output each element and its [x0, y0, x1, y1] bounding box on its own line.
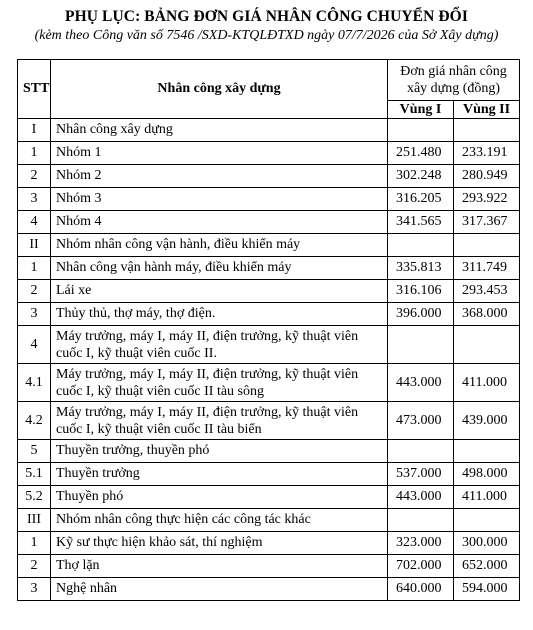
cell-zone-2: 411.000: [454, 486, 520, 509]
cell-stt: 3: [18, 303, 51, 326]
cell-zone-2: [454, 234, 520, 257]
cell-name: Nhân công vận hành máy, điều khiển máy: [51, 257, 388, 280]
cell-stt: 4.1: [18, 364, 51, 402]
cell-name: Thợ lặn: [51, 555, 388, 578]
cell-stt: 4: [18, 326, 51, 364]
table-row: [18, 364, 520, 402]
cell-name: Máy trưởng, máy I, máy II, điện trưởng, kỹ thuật viên cuốc I, kỹ thuật viên cuốc II tàu sông: [51, 364, 388, 402]
cell-zone-2: [454, 326, 520, 364]
cell-zone-2: 311.749: [454, 257, 520, 280]
header-zone-2: Vùng II: [454, 101, 520, 119]
cell-stt: 3: [18, 188, 51, 211]
table-row: [18, 440, 520, 463]
cell-zone-1: 702.000: [388, 555, 454, 578]
cell-stt: 4: [18, 211, 51, 234]
cell-stt: II: [18, 234, 51, 257]
cell-stt: 5: [18, 440, 51, 463]
cell-zone-1: 443.000: [388, 364, 454, 402]
table-row: [18, 555, 520, 578]
cell-stt: I: [18, 119, 51, 142]
cell-stt: 5.2: [18, 486, 51, 509]
cell-zone-1: 323.000: [388, 532, 454, 555]
cell-zone-1: [388, 234, 454, 257]
cell-name: Nghệ nhân: [51, 578, 388, 601]
cell-name: Thủy thủ, thợ máy, thợ điện.: [51, 303, 388, 326]
table-row: [18, 211, 520, 234]
cell-name: Lái xe: [51, 280, 388, 303]
header-stt: STT: [18, 60, 51, 119]
document-title: PHỤ LỤC: BẢNG ĐƠN GIÁ NHÂN CÔNG CHUYỂN ĐỔI: [65, 8, 468, 25]
cell-name: Thuyền trưởng, thuyền phó: [51, 440, 388, 463]
cell-zone-2: [454, 509, 520, 532]
cell-zone-1: 302.248: [388, 165, 454, 188]
cell-name: Nhóm 4: [51, 211, 388, 234]
document-subtitle: (kèm theo Công văn số 7546 /SXD-KTQLĐTXD ngày 07/7/2026 của Sở Xây dựng): [34, 28, 499, 43]
cell-zone-1: [388, 326, 454, 364]
cell-name: Nhóm nhân công vận hành, điều khiển máy: [51, 234, 388, 257]
cell-zone-1: [388, 440, 454, 463]
cell-name: Thuyền phó: [51, 486, 388, 509]
table-row: [18, 257, 520, 280]
cell-zone-2: [454, 440, 520, 463]
cell-zone-2: 300.000: [454, 532, 520, 555]
table-row: [18, 280, 520, 303]
cell-name: Nhóm 2: [51, 165, 388, 188]
cell-zone-1: 316.205: [388, 188, 454, 211]
cell-name: Nhóm 1: [51, 142, 388, 165]
cell-stt: 2: [18, 555, 51, 578]
cell-stt: III: [18, 509, 51, 532]
cell-zone-2: 293.453: [454, 280, 520, 303]
header-name: Nhân công xây dựng: [51, 60, 388, 119]
table-row: [18, 402, 520, 440]
cell-zone-2: 368.000: [454, 303, 520, 326]
cell-zone-1: 316.106: [388, 280, 454, 303]
table-row-section: [18, 509, 520, 532]
table-row: [18, 463, 520, 486]
labor-price-table: [17, 59, 520, 601]
cell-name: Thuyền trưởng: [51, 463, 388, 486]
cell-stt: 2: [18, 280, 51, 303]
cell-zone-1: [388, 119, 454, 142]
cell-zone-2: 317.367: [454, 211, 520, 234]
header-zone-1: Vùng I: [388, 101, 454, 119]
cell-zone-1: 341.565: [388, 211, 454, 234]
cell-zone-1: 335.813: [388, 257, 454, 280]
table-row: [18, 188, 520, 211]
cell-stt: 4.2: [18, 402, 51, 440]
table-row: [18, 486, 520, 509]
cell-zone-2: 498.000: [454, 463, 520, 486]
cell-name: Nhóm 3: [51, 188, 388, 211]
table-row-section: [18, 119, 520, 142]
cell-zone-1: [388, 509, 454, 532]
cell-name: Máy trưởng, máy I, máy II, điện trưởng, kỹ thuật viên cuốc I, kỹ thuật viên cuốc II tàu biển: [51, 402, 388, 440]
cell-name: Máy trưởng, máy I, máy II, điện trưởng, kỹ thuật viên cuốc I, kỹ thuật viên cuốc II.: [51, 326, 388, 364]
cell-stt: 3: [18, 578, 51, 601]
cell-zone-1: 443.000: [388, 486, 454, 509]
cell-stt: 2: [18, 165, 51, 188]
cell-stt: 1: [18, 532, 51, 555]
table-row: [18, 532, 520, 555]
cell-zone-2: [454, 119, 520, 142]
table-row: [18, 578, 520, 601]
cell-stt: 1: [18, 257, 51, 280]
table-row-section: [18, 234, 520, 257]
cell-zone-1: 473.000: [388, 402, 454, 440]
cell-name: Nhóm nhân công thực hiện các công tác khác: [51, 509, 388, 532]
cell-name: Kỹ sư thực hiện khảo sát, thí nghiệm: [51, 532, 388, 555]
cell-zone-2: 233.191: [454, 142, 520, 165]
cell-zone-2: 652.000: [454, 555, 520, 578]
cell-name: Nhân công xây dựng: [51, 119, 388, 142]
table-row: [18, 303, 520, 326]
cell-zone-1: 396.000: [388, 303, 454, 326]
cell-zone-1: 640.000: [388, 578, 454, 601]
cell-zone-1: 251.480: [388, 142, 454, 165]
cell-stt: 5.1: [18, 463, 51, 486]
table-row: [18, 326, 520, 364]
header-price-group: Đơn giá nhân công xây dựng (đồng): [388, 60, 520, 101]
cell-zone-2: 293.922: [454, 188, 520, 211]
cell-stt: 1: [18, 142, 51, 165]
table-row: [18, 142, 520, 165]
cell-zone-1: 537.000: [388, 463, 454, 486]
cell-zone-2: 439.000: [454, 402, 520, 440]
cell-zone-2: 411.000: [454, 364, 520, 402]
cell-zone-2: 280.949: [454, 165, 520, 188]
table-row: [18, 165, 520, 188]
cell-zone-2: 594.000: [454, 578, 520, 601]
